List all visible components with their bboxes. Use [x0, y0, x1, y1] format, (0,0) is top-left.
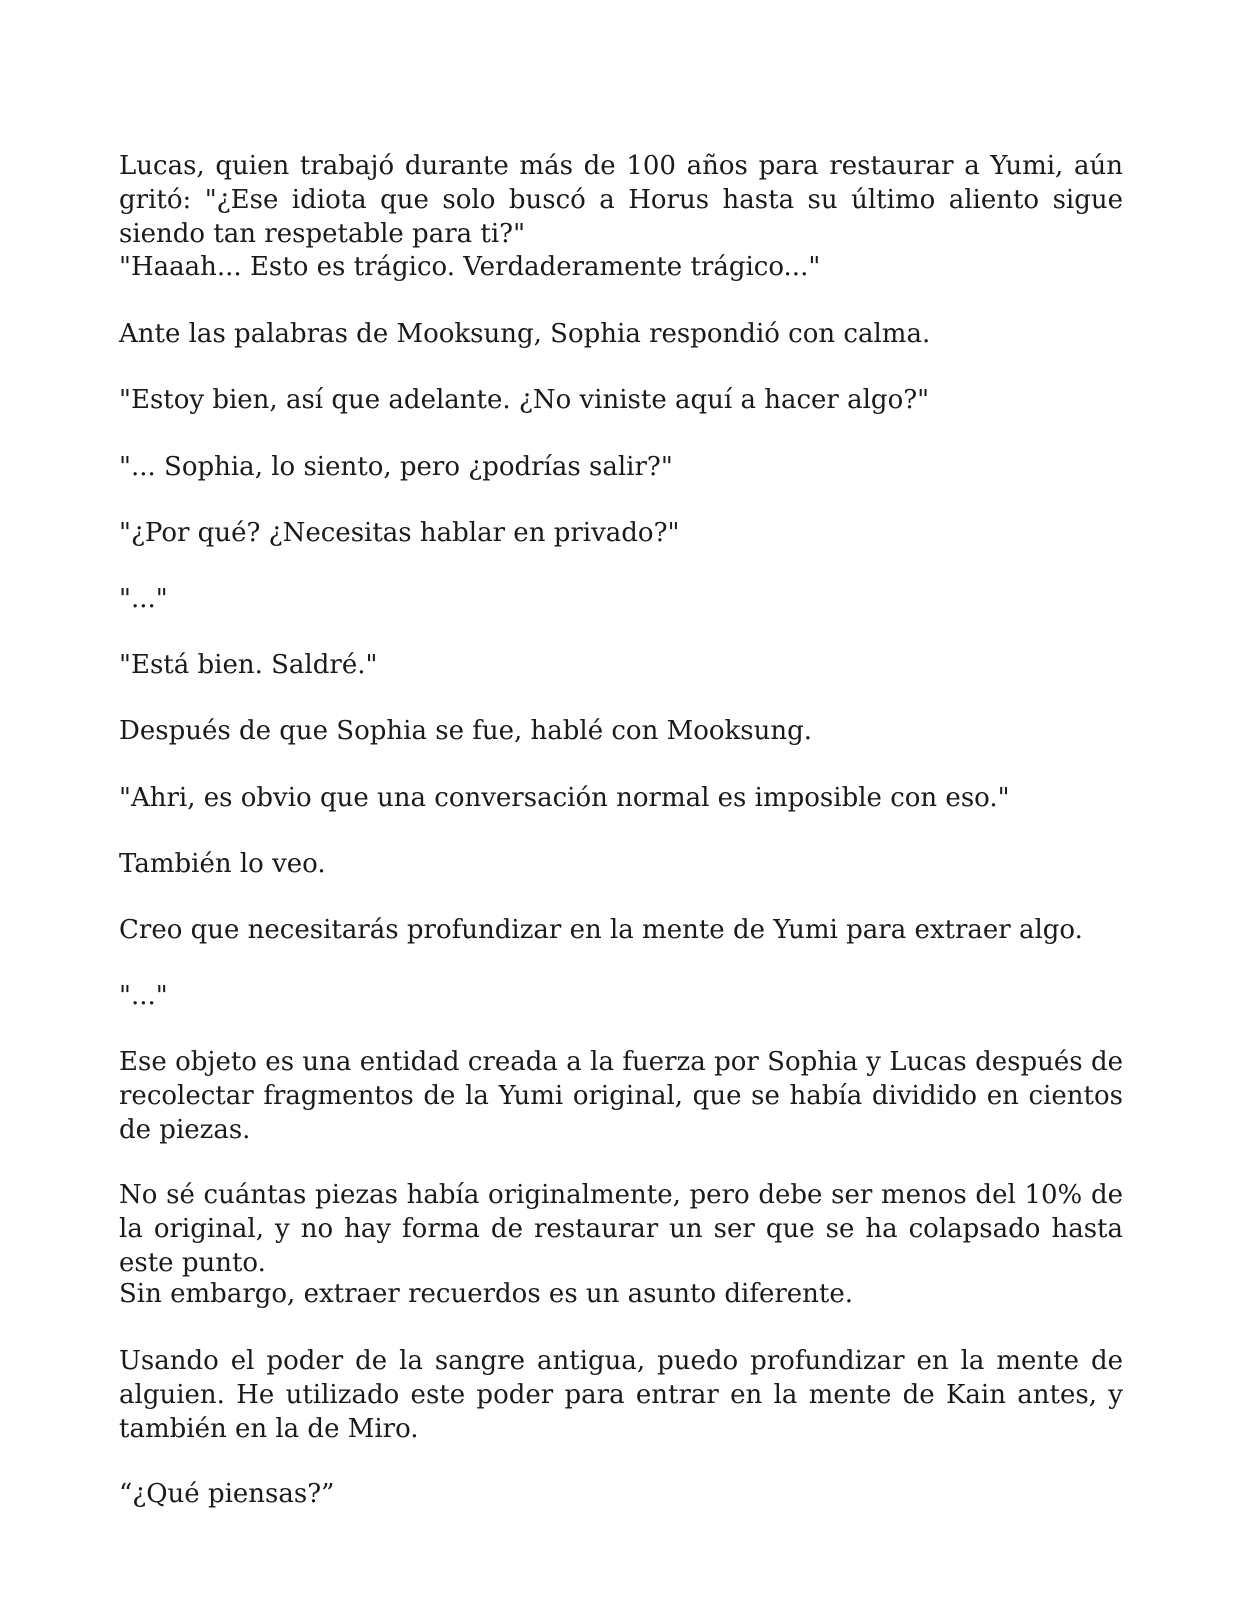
paragraph: "¿Por qué? ¿Necesitas hablar en privado?" [119, 518, 680, 548]
paragraph: "Estoy bien, así que adelante. ¿No viniste aquí a hacer algo?" [119, 385, 930, 415]
paragraph: Sin embargo, extraer recuerdos es un asunto diferente. [119, 1279, 854, 1309]
paragraph: "..." [119, 981, 168, 1011]
paragraph: “¿Qué piensas?” [119, 1479, 335, 1509]
paragraph: Ese objeto es una entidad creada a la fuerza por Sophia y Lucas después de recolectar fragmentos de la Yumi original, que se había dividido en cientos de piezas. [119, 1047, 1123, 1145]
paragraph: "... Sophia, lo siento, pero ¿podrías salir?" [119, 452, 673, 482]
paragraph: Ante las palabras de Mooksung, Sophia respondió con calma. [119, 319, 931, 349]
paragraph: Usando el poder de la sangre antigua, puedo profundizar en la mente de alguien. He utilizado este poder para entrar en la mente de Kain antes, y también en la de Miro. [119, 1346, 1123, 1444]
paragraph: "Está bien. Saldré." [119, 650, 378, 680]
paragraph: Lucas, quien trabajó durante más de 100 años para restaurar a Yumi, aún gritó: "¿Ese idiota que solo buscó a Horus hasta su último aliento sigue siendo tan respetable para ti?" [119, 151, 1123, 249]
paragraph: "Haaah... Esto es trágico. Verdaderamente trágico..." [119, 252, 821, 282]
paragraph: No sé cuántas piezas había originalmente, pero debe ser menos del 10% de la original, y no hay forma de restaurar un ser que se ha colapsado hasta este punto. [119, 1180, 1123, 1278]
paragraph: "Ahri, es obvio que una conversación normal es imposible con eso." [119, 783, 1010, 813]
paragraph: Después de que Sophia se fue, hablé con Mooksung. [119, 716, 813, 746]
paragraph: También lo veo. [119, 849, 326, 879]
paragraph: Creo que necesitarás profundizar en la mente de Yumi para extraer algo. [119, 915, 1083, 945]
paragraph: "..." [119, 584, 168, 614]
